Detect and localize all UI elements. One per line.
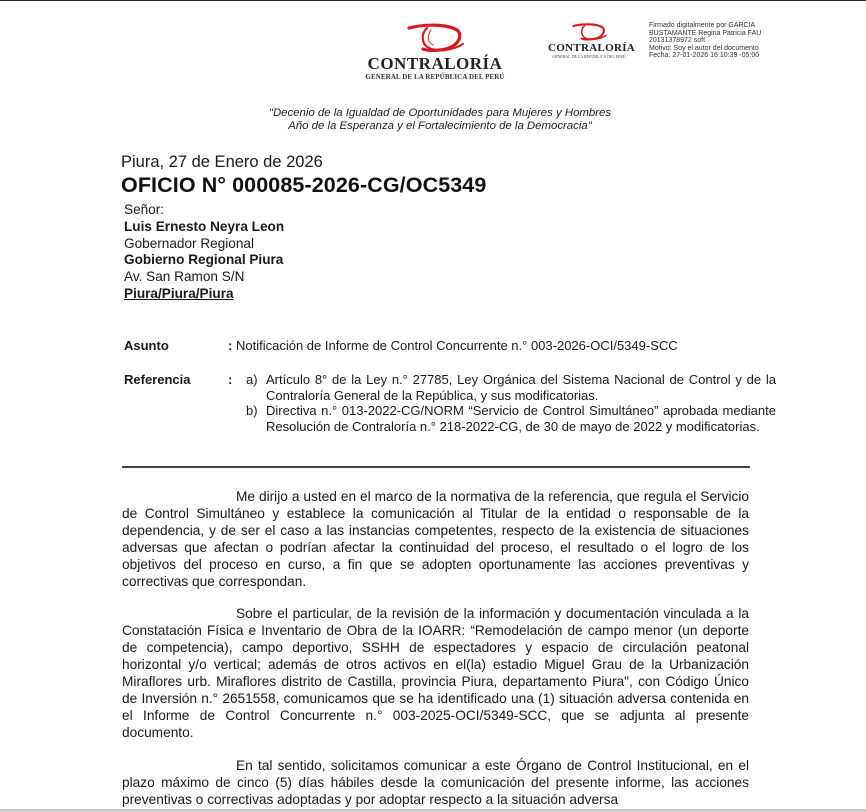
- referencia-item-b: [246, 403, 776, 434]
- contraloria-emblem-small-icon: [571, 22, 607, 42]
- referencia-item-text: Directiva n.° 013-2022-CG/NORM “Servicio de Control Simultáneo” aprobada mediante Resolución de Contraloría n.° 218-2022-CG, de 30 de mayo de 2022 y modificatorias.: [266, 403, 776, 434]
- page-top-border: [0, 0, 866, 1]
- referencia-label: Referencia: [124, 372, 191, 387]
- recipient-name: Luis Ernesto Neyra Leon: [124, 218, 285, 234]
- contraloria-logo-small: [548, 22, 636, 60]
- signature-line: Fecha: 27-01-2026 16:10:39 -05:00: [649, 52, 760, 60]
- motto-line-1: "Decenio de la Igualdad de Oportunidades para Mujeres y Hombres: [268, 107, 612, 119]
- section-divider: [122, 466, 750, 468]
- oficio-number-title: OFICIO N° 000085-2026-CG/OC5349: [121, 173, 487, 197]
- referencia-item-text: Artículo 8° de la Ley n.° 27785, Ley Orgánica del Sistema Nacional de Control y de la Contraloría General de la República, y sus modificatorias.: [266, 372, 776, 403]
- body-paragraph-1: [122, 488, 749, 590]
- recipient-address: Av. San Ramon S/N: [124, 269, 245, 285]
- paragraph-text: En tal sentido, solicitamos comunicar a este Órgano de Control Institucional, en el plazo máximo de cinco (5) días hábiles desde la comunicación del presente informe, las acciones preventivas o correctivas adoptadas y por adoptar respecto a la situación adversa: [122, 758, 749, 807]
- decade-motto: [200, 107, 680, 132]
- asunto-value: Notificación de Informe de Control Concurrente n.° 003-2026-OCI/5349-SCC: [236, 338, 678, 353]
- signature-line: 20131378972 soft: [649, 37, 706, 45]
- referencia-item-letter: b): [246, 403, 258, 418]
- paragraph-text: Sobre el particular, de la revisión de la información y documentación vinculada a la Constatación Física e Inventario de Obra de la IOARR: “Remodelación de campo menor (un deporte de competencia), campo deportivo, SSHH de espectadores y espacio de circulación peatonal horizontal y/o vertical; además de otros activos en el(la) estadio Miguel Grau de la Urbanización Miraflores urb. Miraflores distrito de Castilla, provincia Piura, departamento Piura", con Código Único de Inversión n.° 2651558, comunicamos que se ha identificado una (1) situación adversa contenida en el Informe de Control Concurrente n.° 003-2025-OCI/5349-SCC, que se adjunta al presente documento.: [122, 606, 749, 740]
- recipient-position: Gobernador Regional: [124, 235, 254, 251]
- recipient-block: [124, 202, 284, 303]
- body-paragraph-2: [122, 605, 749, 741]
- paragraph-text: Me dirijo a usted en el marco de la normativa de la referencia, que regula el Servicio de Control Simultáneo y establece la comunicación al Titular de la entidad o responsable de la dependencia, y de ser el caso a las instancias competentes, respecto de la existencia de situaciones adversas que afectan o podrían afectar la continuidad del proceso, el resultado o el logro de los objetivos del proceso en curso, a fin que se adopten oportunamente las acciones preventivas y correctivas que correspondan.: [122, 489, 749, 589]
- contraloria-emblem-icon: [405, 22, 465, 54]
- referencia-item-a: [246, 372, 776, 403]
- asunto-label: Asunto: [124, 338, 169, 353]
- recipient-entity: Gobierno Regional Piura: [124, 252, 284, 268]
- referencia-colon: :: [228, 372, 233, 387]
- signature-line: Motivo: Soy el autor del documento: [649, 44, 759, 52]
- referencia-item-letter: a): [246, 372, 258, 387]
- signature-line: Firmado digitalmente por GARCIA: [649, 22, 756, 29]
- date-line: Piura, 27 de Enero de 2026: [121, 153, 323, 171]
- digital-signature-block: [649, 22, 761, 60]
- body-paragraph-3: [122, 757, 749, 808]
- contraloria-logo: [365, 22, 505, 82]
- asunto-colon: :: [228, 338, 233, 353]
- signature-line: BUSTAMANTE Regina Patricia FAU: [649, 29, 762, 37]
- motto-line-2: Año de la Esperanza y el Fortalecimiento de la Democracia": [288, 119, 592, 132]
- logo-small-brand-text: CONTRALORÍA: [548, 42, 636, 54]
- logo-subtitle-text: GENERAL DE LA REPÚBLICA DEL PERÚ: [365, 73, 505, 81]
- logo-small-subtitle-text: GENERAL DE LA REPÚBLICA DEL PERÚ: [552, 54, 626, 59]
- logo-brand-text: CONTRALORÍA: [367, 54, 503, 73]
- recipient-location: Piura/Piura/Piura: [124, 285, 234, 301]
- recipient-salutation: Señor:: [124, 202, 165, 217]
